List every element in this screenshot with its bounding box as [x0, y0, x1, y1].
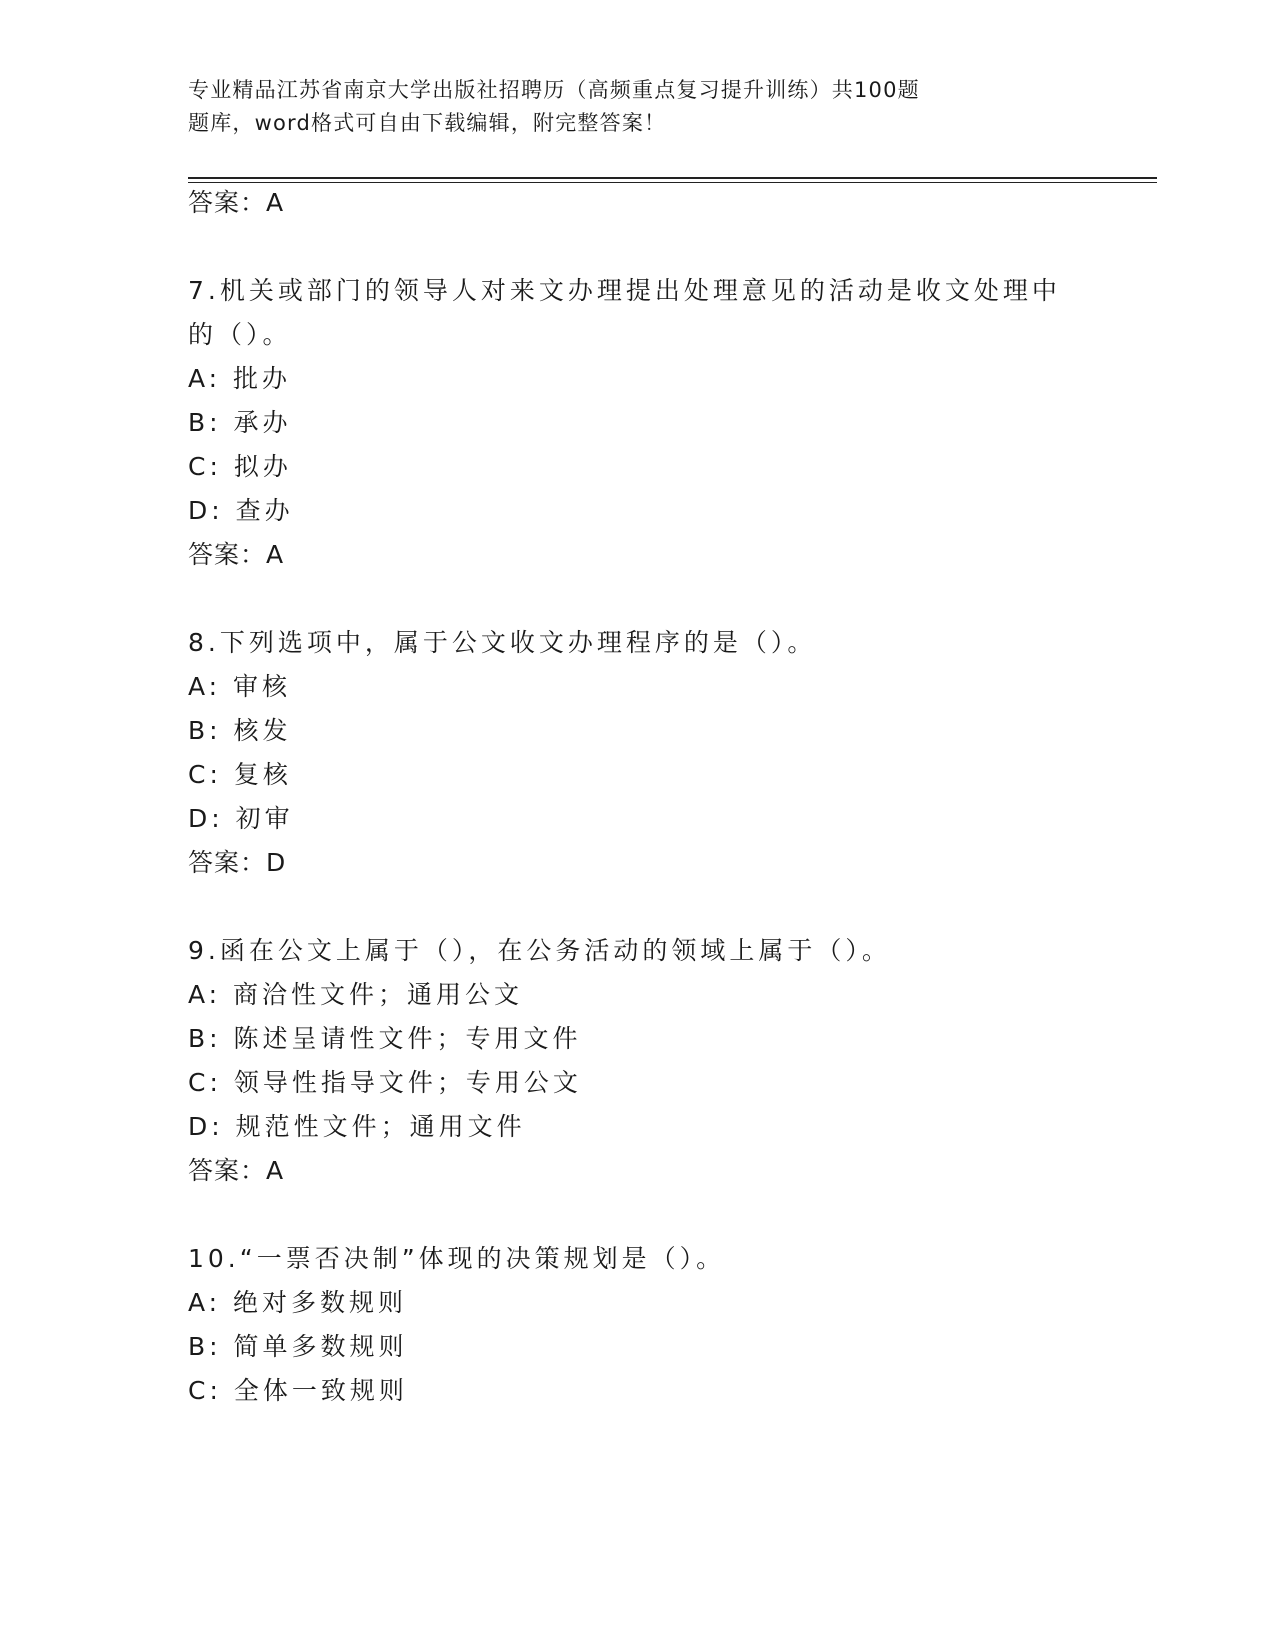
header-divider: [188, 177, 1157, 179]
question-7-answer: 答案：A: [188, 540, 285, 569]
question-7-stem-line-2: 的（）。: [188, 320, 292, 349]
question-7-option-c: C: 拟办: [188, 452, 292, 481]
question-9-stem: 9.函在公文上属于（），在公务活动的领域上属于（）。: [188, 936, 891, 965]
question-8-option-b: B: 核发: [188, 716, 292, 745]
page-header: [188, 74, 1028, 140]
question-10-option-c: C: 全体一致规则: [188, 1376, 408, 1405]
question-7-option-a: A: 批办: [188, 364, 292, 393]
previous-answer: 答案：A: [188, 188, 285, 217]
header-title-line-1: 专业精品江苏省南京大学出版社招聘历（高频重点复习提升训练）共100题: [188, 78, 920, 102]
question-9-option-d: D: 规范性文件；通用文件: [188, 1112, 526, 1141]
question-8-option-d: D: 初审: [188, 804, 294, 833]
question-9-option-a: A: 商洽性文件；通用公文: [188, 980, 524, 1009]
header-divider-thin: [188, 182, 1157, 183]
question-8-stem: 8.下列选项中，属于公文收文办理程序的是（）。: [188, 628, 817, 657]
header-title-line-2: 题库，word格式可自由下载编辑，附完整答案！: [188, 111, 667, 135]
question-7-stem-line-1: 7.机关或部门的领导人对来文办理提出处理意见的活动是收文处理中: [188, 276, 1061, 305]
question-7-option-d: D: 查办: [188, 496, 294, 525]
question-8-option-a: A: 审核: [188, 672, 292, 701]
question-9-option-b: B: 陈述呈请性文件；专用文件: [188, 1024, 582, 1053]
question-9-answer: 答案：A: [188, 1156, 285, 1185]
question-10-stem: 10.“一票否决制”体现的决策规划是（）。: [188, 1244, 726, 1273]
question-8-answer: 答案：D: [188, 848, 287, 877]
question-10-option-a: A: 绝对多数规则: [188, 1288, 408, 1317]
question-8-option-c: C: 复核: [188, 760, 292, 789]
question-7-option-b: B: 承办: [188, 408, 292, 437]
question-10-option-b: B: 简单多数规则: [188, 1332, 408, 1361]
question-9-option-c: C: 领导性指导文件；专用公文: [188, 1068, 582, 1097]
